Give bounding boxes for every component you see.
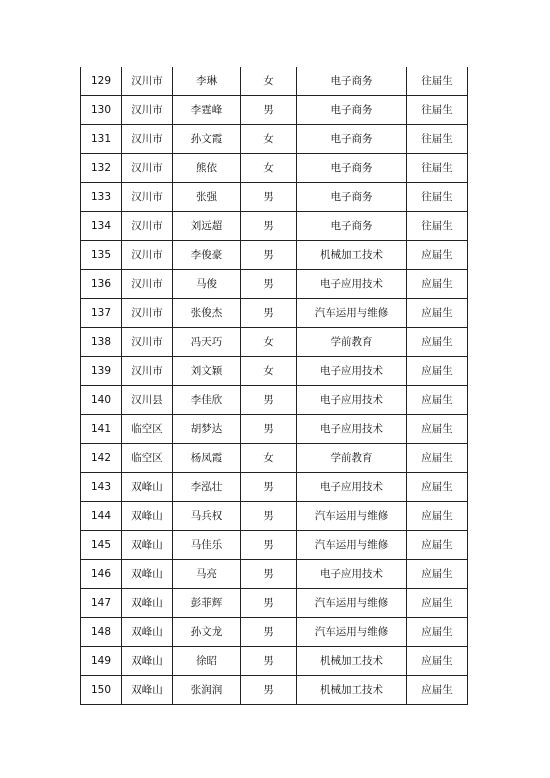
cell-gender: 女	[241, 357, 297, 386]
table-row	[81, 125, 468, 154]
cell-no: 134	[81, 212, 122, 241]
cell-area: 汉川市	[122, 270, 173, 299]
cell-major: 电子应用技术	[297, 270, 407, 299]
table-row	[81, 560, 468, 589]
cell-gender: 男	[241, 299, 297, 328]
cell-no: 139	[81, 357, 122, 386]
cell-no: 145	[81, 531, 122, 560]
cell-major: 机械加工技术	[297, 241, 407, 270]
cell-name: 马兵权	[173, 502, 241, 531]
cell-area: 汉川市	[122, 357, 173, 386]
cell-no: 149	[81, 647, 122, 676]
cell-major: 电子应用技术	[297, 473, 407, 502]
table-row	[81, 212, 468, 241]
cell-type: 应届生	[407, 560, 468, 589]
cell-type: 往届生	[407, 154, 468, 183]
cell-gender: 女	[241, 444, 297, 473]
cell-name: 马俊	[173, 270, 241, 299]
cell-gender: 男	[241, 647, 297, 676]
cell-area: 汉川市	[122, 154, 173, 183]
cell-major: 汽车运用与维修	[297, 618, 407, 647]
cell-gender: 女	[241, 125, 297, 154]
table-row	[81, 647, 468, 676]
table-row	[81, 67, 468, 96]
cell-area: 双峰山	[122, 473, 173, 502]
cell-area: 汉川市	[122, 299, 173, 328]
cell-name: 彭菲辉	[173, 589, 241, 618]
table-row	[81, 473, 468, 502]
cell-major: 电子商务	[297, 67, 407, 96]
cell-gender: 男	[241, 502, 297, 531]
cell-major: 电子商务	[297, 183, 407, 212]
cell-type: 应届生	[407, 241, 468, 270]
cell-area: 双峰山	[122, 589, 173, 618]
cell-area: 汉川市	[122, 241, 173, 270]
cell-no: 140	[81, 386, 122, 415]
table-row	[81, 444, 468, 473]
cell-area: 汉川市	[122, 212, 173, 241]
cell-area: 汉川市	[122, 96, 173, 125]
cell-major: 学前教育	[297, 328, 407, 357]
table-row	[81, 502, 468, 531]
table-row	[81, 241, 468, 270]
cell-area: 汉川县	[122, 386, 173, 415]
cell-type: 应届生	[407, 444, 468, 473]
roster-body	[81, 67, 468, 705]
cell-type: 应届生	[407, 676, 468, 705]
table-row	[81, 154, 468, 183]
cell-gender: 女	[241, 154, 297, 183]
cell-type: 往届生	[407, 67, 468, 96]
cell-type: 应届生	[407, 618, 468, 647]
cell-no: 132	[81, 154, 122, 183]
cell-type: 往届生	[407, 96, 468, 125]
cell-gender: 男	[241, 560, 297, 589]
cell-area: 临空区	[122, 444, 173, 473]
cell-area: 汉川市	[122, 328, 173, 357]
table-row	[81, 299, 468, 328]
cell-gender: 男	[241, 473, 297, 502]
table-row	[81, 676, 468, 705]
cell-major: 电子应用技术	[297, 386, 407, 415]
cell-no: 129	[81, 67, 122, 96]
cell-name: 张强	[173, 183, 241, 212]
cell-gender: 男	[241, 676, 297, 705]
cell-name: 李琳	[173, 67, 241, 96]
cell-name: 马亮	[173, 560, 241, 589]
cell-no: 147	[81, 589, 122, 618]
table-row	[81, 531, 468, 560]
cell-type: 应届生	[407, 647, 468, 676]
cell-name: 李佳欣	[173, 386, 241, 415]
table-row	[81, 386, 468, 415]
cell-no: 131	[81, 125, 122, 154]
cell-area: 双峰山	[122, 618, 173, 647]
cell-gender: 男	[241, 618, 297, 647]
cell-gender: 男	[241, 241, 297, 270]
cell-area: 双峰山	[122, 560, 173, 589]
cell-name: 张俊杰	[173, 299, 241, 328]
cell-no: 146	[81, 560, 122, 589]
cell-name: 熊依	[173, 154, 241, 183]
cell-name: 徐昭	[173, 647, 241, 676]
cell-name: 张润润	[173, 676, 241, 705]
cell-major: 学前教育	[297, 444, 407, 473]
cell-major: 电子商务	[297, 125, 407, 154]
cell-no: 150	[81, 676, 122, 705]
cell-name: 冯天巧	[173, 328, 241, 357]
cell-no: 130	[81, 96, 122, 125]
cell-name: 胡梦达	[173, 415, 241, 444]
cell-major: 汽车运用与维修	[297, 502, 407, 531]
cell-gender: 女	[241, 67, 297, 96]
table-row	[81, 357, 468, 386]
cell-major: 汽车运用与维修	[297, 589, 407, 618]
table-row	[81, 270, 468, 299]
table-row	[81, 328, 468, 357]
cell-name: 孙文龙	[173, 618, 241, 647]
cell-name: 孙文霞	[173, 125, 241, 154]
cell-type: 应届生	[407, 270, 468, 299]
cell-type: 往届生	[407, 212, 468, 241]
cell-major: 汽车运用与维修	[297, 299, 407, 328]
cell-no: 144	[81, 502, 122, 531]
cell-major: 机械加工技术	[297, 647, 407, 676]
student-roster-table	[80, 67, 468, 705]
cell-type: 应届生	[407, 473, 468, 502]
cell-type: 往届生	[407, 125, 468, 154]
cell-major: 电子商务	[297, 96, 407, 125]
cell-area: 汉川市	[122, 67, 173, 96]
cell-no: 135	[81, 241, 122, 270]
cell-area: 双峰山	[122, 531, 173, 560]
cell-gender: 男	[241, 415, 297, 444]
cell-gender: 男	[241, 386, 297, 415]
table-row	[81, 415, 468, 444]
cell-type: 往届生	[407, 183, 468, 212]
cell-major: 汽车运用与维修	[297, 531, 407, 560]
cell-type: 应届生	[407, 502, 468, 531]
cell-no: 136	[81, 270, 122, 299]
cell-name: 李霆峰	[173, 96, 241, 125]
cell-type: 应届生	[407, 299, 468, 328]
table-row	[81, 183, 468, 212]
cell-gender: 男	[241, 96, 297, 125]
cell-no: 142	[81, 444, 122, 473]
cell-gender: 男	[241, 212, 297, 241]
cell-area: 汉川市	[122, 125, 173, 154]
cell-area: 临空区	[122, 415, 173, 444]
cell-gender: 女	[241, 328, 297, 357]
cell-type: 应届生	[407, 386, 468, 415]
cell-gender: 男	[241, 270, 297, 299]
cell-gender: 男	[241, 183, 297, 212]
table-row	[81, 96, 468, 125]
cell-major: 电子应用技术	[297, 357, 407, 386]
cell-no: 137	[81, 299, 122, 328]
cell-name: 刘远超	[173, 212, 241, 241]
cell-area: 双峰山	[122, 502, 173, 531]
cell-gender: 男	[241, 589, 297, 618]
cell-name: 杨凤霞	[173, 444, 241, 473]
cell-name: 刘文颖	[173, 357, 241, 386]
cell-major: 电子应用技术	[297, 560, 407, 589]
cell-type: 应届生	[407, 415, 468, 444]
cell-name: 李泓壮	[173, 473, 241, 502]
cell-area: 双峰山	[122, 647, 173, 676]
cell-type: 应届生	[407, 328, 468, 357]
cell-name: 马佳乐	[173, 531, 241, 560]
cell-type: 应届生	[407, 531, 468, 560]
cell-no: 133	[81, 183, 122, 212]
cell-major: 电子商务	[297, 154, 407, 183]
cell-area: 汉川市	[122, 183, 173, 212]
cell-no: 138	[81, 328, 122, 357]
cell-type: 应届生	[407, 589, 468, 618]
cell-major: 电子应用技术	[297, 415, 407, 444]
table-row	[81, 618, 468, 647]
cell-major: 电子商务	[297, 212, 407, 241]
cell-no: 148	[81, 618, 122, 647]
table-row	[81, 589, 468, 618]
cell-name: 李俊豪	[173, 241, 241, 270]
cell-gender: 男	[241, 531, 297, 560]
cell-area: 双峰山	[122, 676, 173, 705]
cell-no: 143	[81, 473, 122, 502]
cell-type: 应届生	[407, 357, 468, 386]
cell-no: 141	[81, 415, 122, 444]
cell-major: 机械加工技术	[297, 676, 407, 705]
